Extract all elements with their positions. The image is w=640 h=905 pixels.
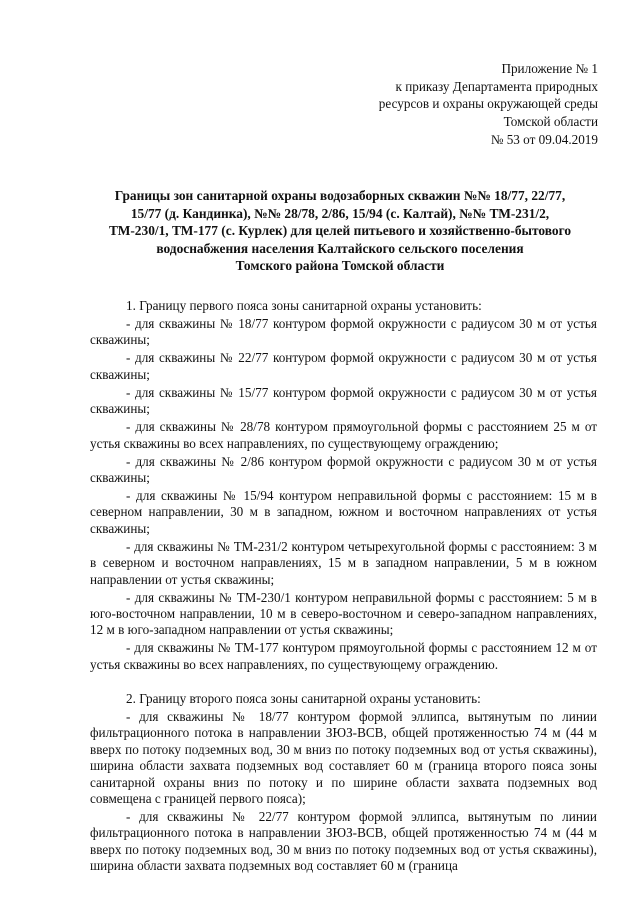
section-2-item: - для скважины № 18/77 контуром формой эллипса, вытянутым по линии фильтрационного потока в направлении ЗЮЗ-ВСВ, общей протяженностью 74 м (44 м вверх по потоку подземных вод, 30 м вниз по потоку подземных вод от устья скважины), ширина области захвата подземных вод составляет 60 м (граница второго пояса зоны санитарной охраны вниз по потоку и по ширине области захвата подземных вод совмещена с границей первого пояса); [90,708,597,806]
section-1-item: - для скважины № ТМ-177 контуром прямоугольной формы с расстоянием 12 м от устья скважины во всех направлениях, по существующему ограждению. [90,640,597,672]
section-1-item: - для скважины № ТМ-230/1 контуром неправильной формы с расстоянием: 5 м в юго-восточном направлении, 10 м в северо-восточном и северо-западном направлениях, 12 м в юго-западном направлении от устья скважины; [90,589,597,638]
appendix-line: Томской области [503,114,598,130]
section-1-item: - для скважины № 22/77 контуром формой окружности с радиусом 30 м от устья скважины; [90,350,597,382]
section-1-item: - для скважины № 2/86 контуром формой окружности с радиусом 30 м от устья скважины; [90,453,597,486]
title-line: Томского района Томской области [235,258,445,274]
section-1-item: - для скважины № 18/77 контуром формой окружности с радиусом 30 м от устья скважины; [90,316,597,348]
section-2-item: - для скважины № 22/77 контуром формой эллипса, вытянутым по линии фильтрационного потока в направлении ЗЮЗ-ВСВ, общей протяженностью 74 м (44 м вверх по потоку подземных вод, 30 м вниз по потоку подземных вод от устья скважины), ширина области захвата подземных вод составляет 60 м (граница [90,808,597,874]
appendix-line: ресурсов и охраны окружающей среды [378,96,598,112]
document-body [90,298,597,876]
section-1-item: - для скважины № 15/94 контуром неправильной формы с расстоянием: 15 м в северном направлении, 30 м в западном, южном и восточном направлениях от устья скважины; [90,488,597,536]
title-line: 15/77 (д. Кандинка), №№ 28/78, 2/86, 15/94 (с. Калтай), №№ ТМ-231/2, [130,205,550,221]
section-1-item: - для скважины № ТМ-231/2 контуром четырехугольной формы с расстоянием: 3 м в северном и восточном направлениях, 15 м в западном направлении, 5 м в южном направлении от устья скважины; [90,538,597,587]
appendix-line: Приложение № 1 [501,61,598,76]
document-title [90,187,590,275]
appendix-line: к приказу Департамента природных [395,78,598,94]
title-line: ТМ-230/1, ТМ-177 (с. Курлек) для целей питьевого и хозяйственно-бытового [108,223,572,239]
section-1-item: - для скважины № 28/78 контуром прямоугольной формы с расстоянием 25 м от устья скважины во всех направлениях, по существующему ограждению; [90,419,597,451]
section-2-heading: 2. Границу второго пояса зоны санитарной охраны установить: [126,690,481,706]
section-1-item: - для скважины № 15/77 контуром формой окружности с радиусом 30 м от устья скважины; [90,384,597,417]
section-1-heading: 1. Границу первого пояса зоны санитарной охраны установить: [126,298,482,313]
appendix-header [278,60,598,149]
title-line: Границы зон санитарной охраны водозаборных скважин №№ 18/77, 22/77, [114,188,566,203]
title-line: водоснабжения населения Калтайского сельского поселения [156,240,524,256]
appendix-line: № 53 от 09.04.2019 [490,131,598,147]
section-spacer [90,675,597,691]
